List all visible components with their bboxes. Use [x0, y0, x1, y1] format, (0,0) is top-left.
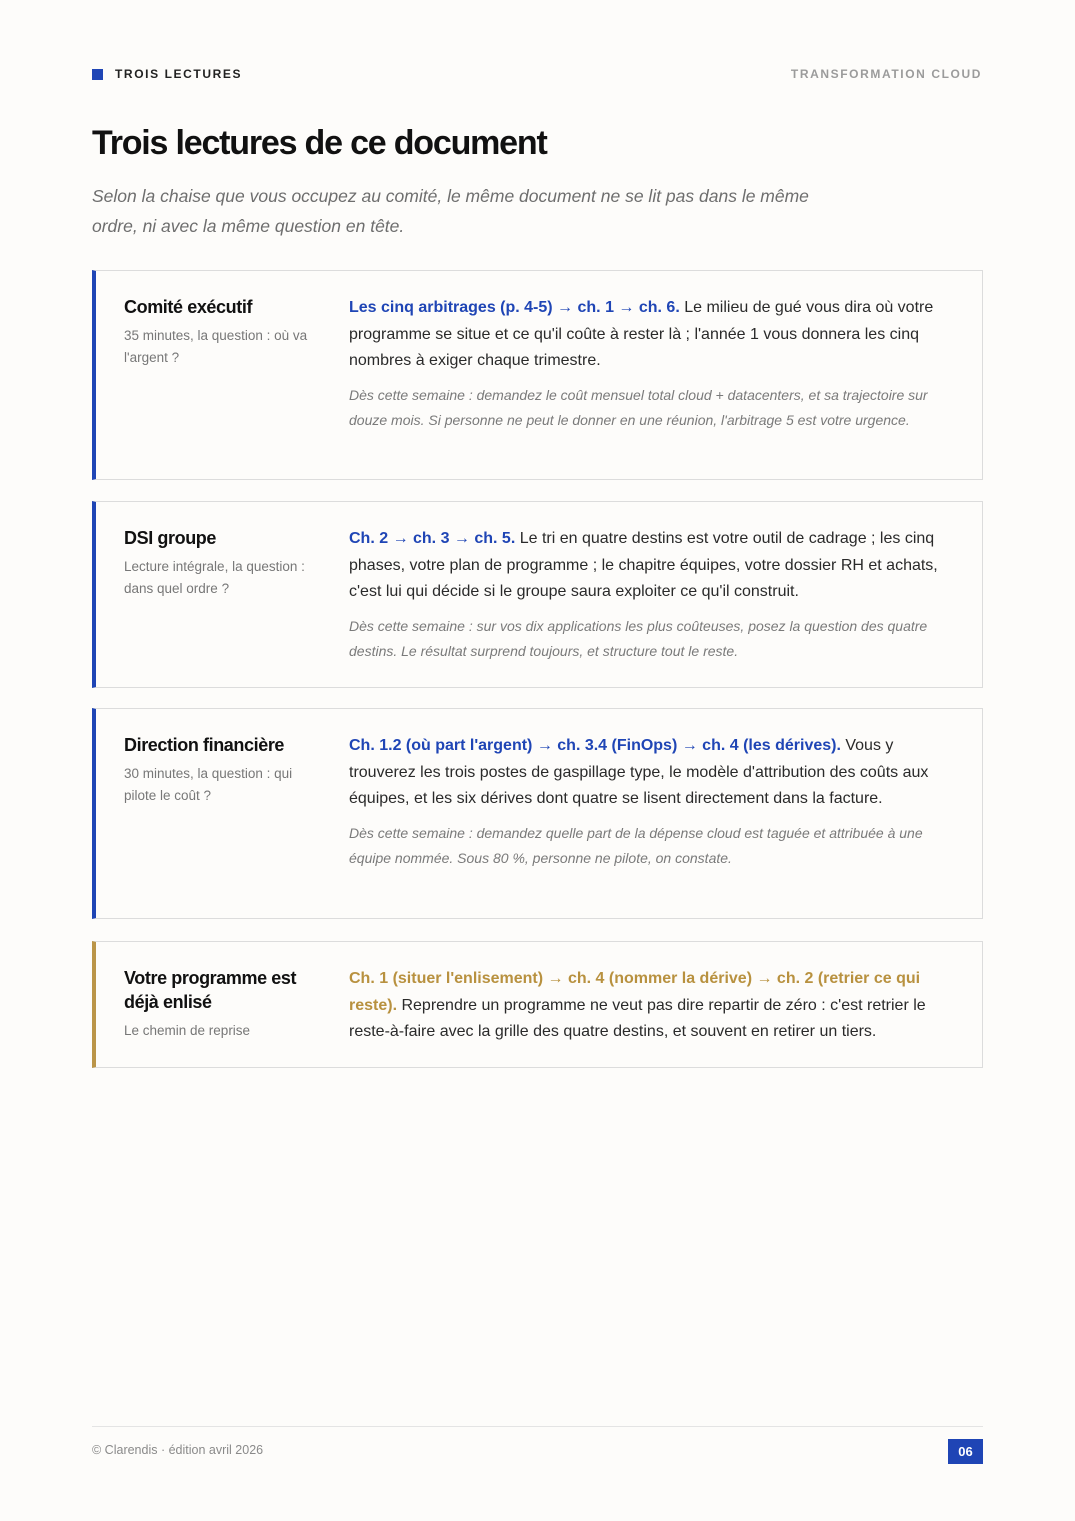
card-body: [349, 966, 957, 1046]
card-meta: Le chemin de reprise: [124, 1023, 251, 1038]
card-body-text: Vous y trouverez les trois postes de gaspillage type, le modèle d'attribution des coûts aux équipes, et les six dérives dont quatre se lisent directement dans la facture.: [349, 737, 929, 807]
footer-copyright: © Clarendis · édition avril 2026: [92, 1443, 264, 1457]
card-title: DSI groupe: [124, 528, 217, 548]
reading-path: Ch. 1.2 (où part l'argent) → ch. 3.4 (FinOps) → ch. 4 (les dérives).: [349, 737, 841, 754]
card-meta: 35 minutes, la question : où va l'argent ?: [124, 328, 308, 365]
reading-card-executive-committee: [92, 270, 983, 480]
card-body: [349, 526, 957, 606]
card-action-note: Dès cette semaine : demandez le coût mensuel total cloud + datacenters, et sa trajectoire sur douze mois. Si personne ne peut le donner en une réunion, l'arbitrage 5 est votre urgence.: [349, 386, 928, 428]
page-subtitle: Selon la chaise que vous occupez au comité, le même document ne se lit pas dans le même ordre, ni avec la même question en tête.: [92, 186, 809, 236]
reading-path: Ch. 1 (situer l'enlisement) → ch. 4 (nommer la dérive) → ch. 2 (retrier ce qui reste).: [349, 970, 921, 1014]
card-body-text: Le milieu de gué vous dira où votre programme se situe et ce qu'il coûte à rester là ; l'année 1 vous donnera les cinq nombres à exiger chaque trimestre.: [349, 299, 934, 369]
section-marker-icon: [92, 69, 103, 80]
card-title: Comité exécutif: [124, 297, 253, 317]
reading-card-group-cio: [92, 501, 983, 688]
card-action-note: Dès cette semaine : sur vos dix applications les plus coûteuses, posez la question des quatre destins. Le résultat surprend toujours, et structure tout le reste.: [349, 617, 928, 659]
document-label: TRANSFORMATION CLOUD: [790, 67, 982, 81]
card-meta: Lecture intégrale, la question : dans quel ordre ?: [124, 559, 305, 596]
section-label-text: TROIS LECTURES: [115, 67, 243, 81]
card-body-text: Reprendre un programme ne veut pas dire repartir de zéro : c'est retrier le reste-à-faire avec la grille des quatre destins, et souvent en retirer un tiers.: [349, 996, 926, 1040]
page-number-badge: 06: [948, 1439, 983, 1464]
card-meta: 30 minutes, la question : qui pilote le coût ?: [124, 766, 293, 803]
running-header: [92, 66, 982, 82]
card-body-text: Le tri en quatre destins est votre outil de cadrage ; les cinq phases, votre plan de programme ; le chapitre équipes, votre dossier RH et achats, c'est lui qui décide si le groupe saura exploiter ce qu'il construit.: [349, 530, 938, 600]
footer-divider: [92, 1426, 983, 1427]
card-action-note: Dès cette semaine : demandez quelle part de la dépense cloud est taguée et attribuée à une équipe nommée. Sous 80 %, personne ne pilote, on constate.: [349, 824, 923, 866]
reading-path: Ch. 2 → ch. 3 → ch. 5.: [349, 530, 516, 547]
page-title: Trois lectures de ce document: [92, 124, 547, 162]
card-title: Direction financière: [124, 735, 285, 755]
section-label: [92, 67, 242, 81]
reading-path: Les cinq arbitrages (p. 4-5) → ch. 1 → ch. 6.: [349, 299, 680, 316]
reading-card-finance: [92, 708, 983, 919]
card-body: [349, 733, 957, 813]
reading-card-stalled-program: [92, 941, 983, 1068]
card-body: [349, 295, 957, 375]
card-title: Votre programme est déjà enlisé: [124, 968, 297, 1012]
